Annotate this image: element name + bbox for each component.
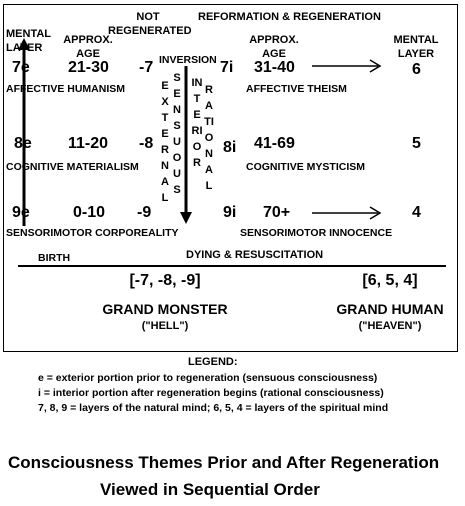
legend-line-2: i = interior portion after regeneration begins (rational consciousness) (38, 387, 384, 399)
human-alias: ("HEAVEN") (358, 320, 422, 332)
monster-set: [-7, -8, -9] (129, 272, 201, 289)
legend-line-3: 7, 8, 9 = layers of the natural mind; 6, 5, 4 = layers of the spiritual mind (38, 402, 389, 414)
row3-age-right: 70+ (263, 204, 291, 221)
row2-layer-i: 8i (223, 139, 237, 156)
approx-age-label: APPROX. AGE (63, 34, 113, 60)
down-arrow-head (180, 212, 192, 224)
mental-layer-right-label: MENTAL LAYER (393, 34, 439, 60)
dying-label: DYING & RESUSCITATION (186, 249, 324, 261)
inversion-label: INVERSION (159, 54, 217, 66)
row3-theme-left: SENSORIMOTOR CORPOREALITY (6, 227, 179, 239)
row3-layer: 9e (12, 204, 30, 221)
row2-age-right: 41-69 (254, 135, 295, 152)
approx-age-right-label: APPROX. AGE (249, 34, 299, 60)
mental-layer-label: MENTAL LAYER (6, 28, 52, 54)
external-vertical: EXTERNAL (161, 80, 169, 204)
monster-alias: ("HELL") (141, 320, 189, 332)
not-regenerated-label: NOT REGENERATED (108, 11, 192, 37)
rational-vertical: RATIONAL (204, 84, 214, 192)
row2-theme-right: COGNITIVE MYSTICISM (246, 161, 366, 173)
row3-neg: -9 (137, 204, 152, 221)
row1-age: 21-30 (68, 59, 109, 76)
row3-spiritual: 4 (412, 204, 421, 221)
birth-label: BIRTH (38, 252, 71, 264)
row3-theme-right: SENSORIMOTOR INNOCENCE (240, 227, 393, 239)
row1-neg: -7 (139, 59, 154, 76)
row1-theme-left: AFFECTIVE HUMANISM (6, 83, 125, 95)
row2-age: 11-20 (68, 135, 109, 152)
monster-name: GRAND MONSTER (102, 301, 228, 317)
caption-line-1: Consciousness Themes Prior and After Regeneration (8, 453, 440, 472)
row3-layer-i: 9i (223, 204, 237, 221)
reformation-label: REFORMATION & REGENERATION (198, 11, 381, 23)
row2-layer: 8e (14, 135, 32, 152)
row1-layer-i: 7i (220, 59, 234, 76)
human-name: GRAND HUMAN (336, 301, 444, 317)
row2-neg: -8 (139, 135, 154, 152)
row2-theme-left: COGNITIVE MATERIALISM (6, 161, 139, 173)
row1-spiritual: 6 (412, 61, 421, 78)
human-set: [6, 5, 4] (362, 272, 418, 289)
row1-theme-right: AFFECTIVE THEISM (246, 83, 347, 95)
row1-layer: 7e (12, 59, 30, 76)
row2-spiritual: 5 (412, 135, 421, 152)
caption-line-2: Viewed in Sequential Order (100, 480, 320, 499)
row1-age-right: 31-40 (254, 59, 295, 76)
legend-line-1: e = exterior portion prior to regeneration (sensuous consciousness) (38, 372, 378, 384)
interior-vertical: INTERIOR (191, 77, 203, 169)
legend-title: LEGEND: (188, 356, 238, 368)
sensuous-vertical: SENSUOUS (172, 72, 182, 196)
row3-age: 0-10 (73, 204, 106, 221)
